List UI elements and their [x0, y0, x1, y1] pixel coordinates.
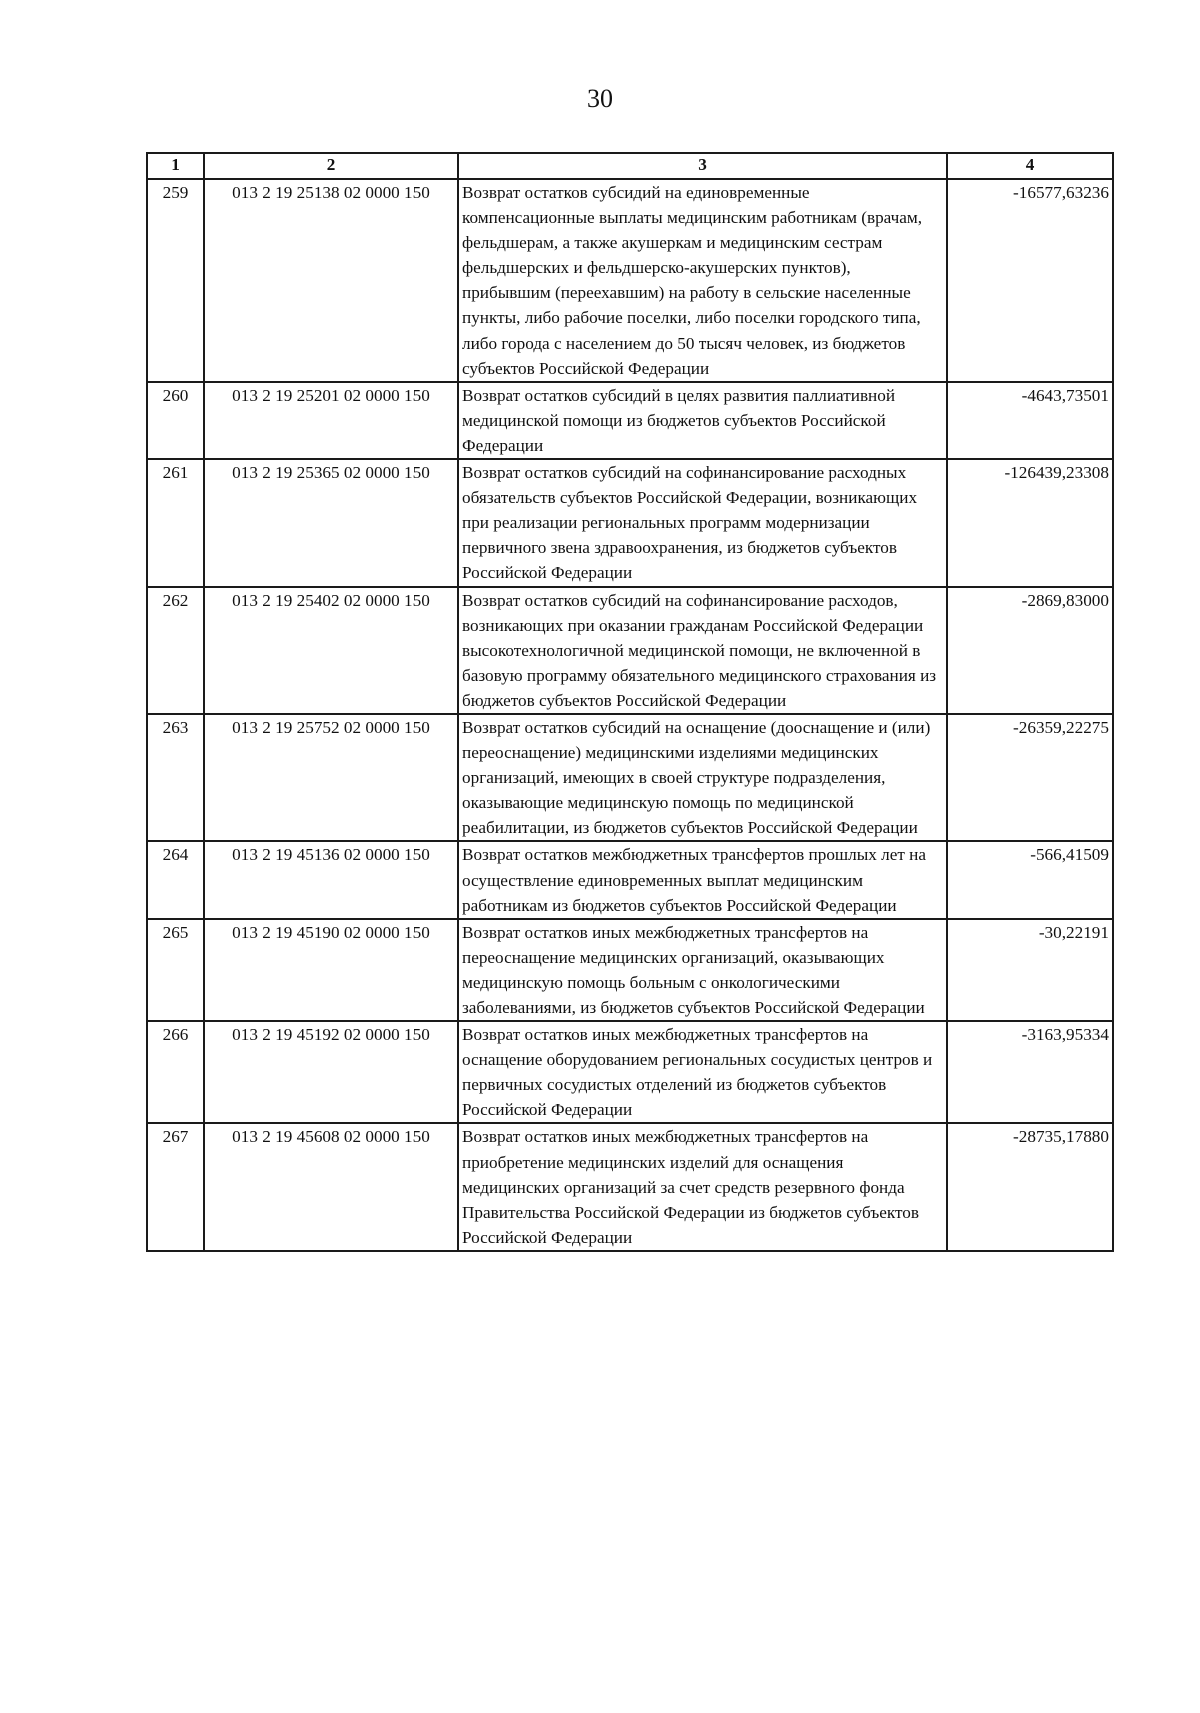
page-number: 30 [587, 84, 613, 113]
item-description: Возврат остатков субсидий в целях развития паллиативной медицинской помощи из бюджетов субъектов Российской Федерации [458, 382, 947, 459]
header-col-2: 2 [204, 153, 458, 179]
row-number: 266 [147, 1021, 204, 1123]
row-number: 261 [147, 459, 204, 586]
item-description: Возврат остатков субсидий на софинансирование расходов, возникающих при оказании гражданам Российской Федерации высокотехнологичной медицинской помощи, не включенной в базовую программу обязательного медицинского страхования из бюджетов субъектов Российской Федерации [458, 587, 947, 714]
item-description: Возврат остатков субсидий на единовременные компенсационные выплаты медицинским работникам (врачам, фельдшерам, а также акушеркам и медицинским сестрам фельдшерских и фельдшерско-акушерских пунктов), прибывшим (переехавшим) на работу в сельские населенные пункты, либо рабочие поселки, либо поселки городского типа, либо города с населением до 50 тысяч человек, из бюджетов субъектов Российской Федерации [458, 179, 947, 382]
header-col-4: 4 [947, 153, 1113, 179]
row-number: 263 [147, 714, 204, 841]
amount: -4643,73501 [947, 382, 1113, 459]
amount: -566,41509 [947, 841, 1113, 918]
item-description: Возврат остатков субсидий на оснащение (дооснащение и (или) переоснащение) медицинскими изделиями медицинских организаций, имеющих в своей структуре подразделения, оказывающие медицинскую помощь по медицинской реабилитации, из бюджетов субъектов Российской Федерации [458, 714, 947, 841]
header-col-3: 3 [458, 153, 947, 179]
row-number: 259 [147, 179, 204, 382]
row-number: 264 [147, 841, 204, 918]
table-row [147, 459, 1113, 586]
amount: -30,22191 [947, 919, 1113, 1021]
budget-code: 013 2 19 25365 02 0000 150 [204, 459, 458, 586]
row-number: 260 [147, 382, 204, 459]
item-description: Возврат остатков субсидий на софинансирование расходных обязательств субъектов Российской Федерации, возникающих при реализации региональных программ модернизации первичного звена здравоохранения, из бюджетов субъектов Российской Федерации [458, 459, 947, 586]
item-description: Возврат остатков межбюджетных трансфертов прошлых лет на осуществление единовременных выплат медицинским работникам из бюджетов субъектов Российской Федерации [458, 841, 947, 918]
budget-table [146, 152, 1114, 1252]
amount: -3163,95334 [947, 1021, 1113, 1123]
table-row [147, 1021, 1113, 1123]
budget-code: 013 2 19 45190 02 0000 150 [204, 919, 458, 1021]
table-header-row [147, 153, 1113, 179]
amount: -2869,83000 [947, 587, 1113, 714]
item-description: Возврат остатков иных межбюджетных трансфертов на приобретение медицинских изделий для оснащения медицинских организаций за счет средств резервного фонда Правительства Российской Федерации из бюджетов субъектов Российской Федерации [458, 1123, 947, 1250]
table-row [147, 919, 1113, 1021]
header-col-1: 1 [147, 153, 204, 179]
row-number: 267 [147, 1123, 204, 1250]
budget-code: 013 2 19 45136 02 0000 150 [204, 841, 458, 918]
budget-code: 013 2 19 25402 02 0000 150 [204, 587, 458, 714]
budget-code: 013 2 19 25138 02 0000 150 [204, 179, 458, 382]
item-description: Возврат остатков иных межбюджетных трансфертов на переоснащение медицинских организаций, оказывающих медицинскую помощь больным с онкологическими заболеваниями, из бюджетов субъектов Российской Федерации [458, 919, 947, 1021]
amount: -28735,17880 [947, 1123, 1113, 1250]
table-row [147, 179, 1113, 382]
item-description: Возврат остатков иных межбюджетных трансфертов на оснащение оборудованием региональных сосудистых центров и первичных сосудистых отделений из бюджетов субъектов Российской Федерации [458, 1021, 947, 1123]
budget-code: 013 2 19 45608 02 0000 150 [204, 1123, 458, 1250]
amount: -26359,22275 [947, 714, 1113, 841]
row-number: 262 [147, 587, 204, 714]
table-row [147, 587, 1113, 714]
budget-code: 013 2 19 25752 02 0000 150 [204, 714, 458, 841]
table-row [147, 382, 1113, 459]
amount: -126439,23308 [947, 459, 1113, 586]
table-row [147, 841, 1113, 918]
table-row [147, 714, 1113, 841]
budget-code: 013 2 19 45192 02 0000 150 [204, 1021, 458, 1123]
budget-code: 013 2 19 25201 02 0000 150 [204, 382, 458, 459]
table-row [147, 1123, 1113, 1250]
row-number: 265 [147, 919, 204, 1021]
amount: -16577,63236 [947, 179, 1113, 382]
